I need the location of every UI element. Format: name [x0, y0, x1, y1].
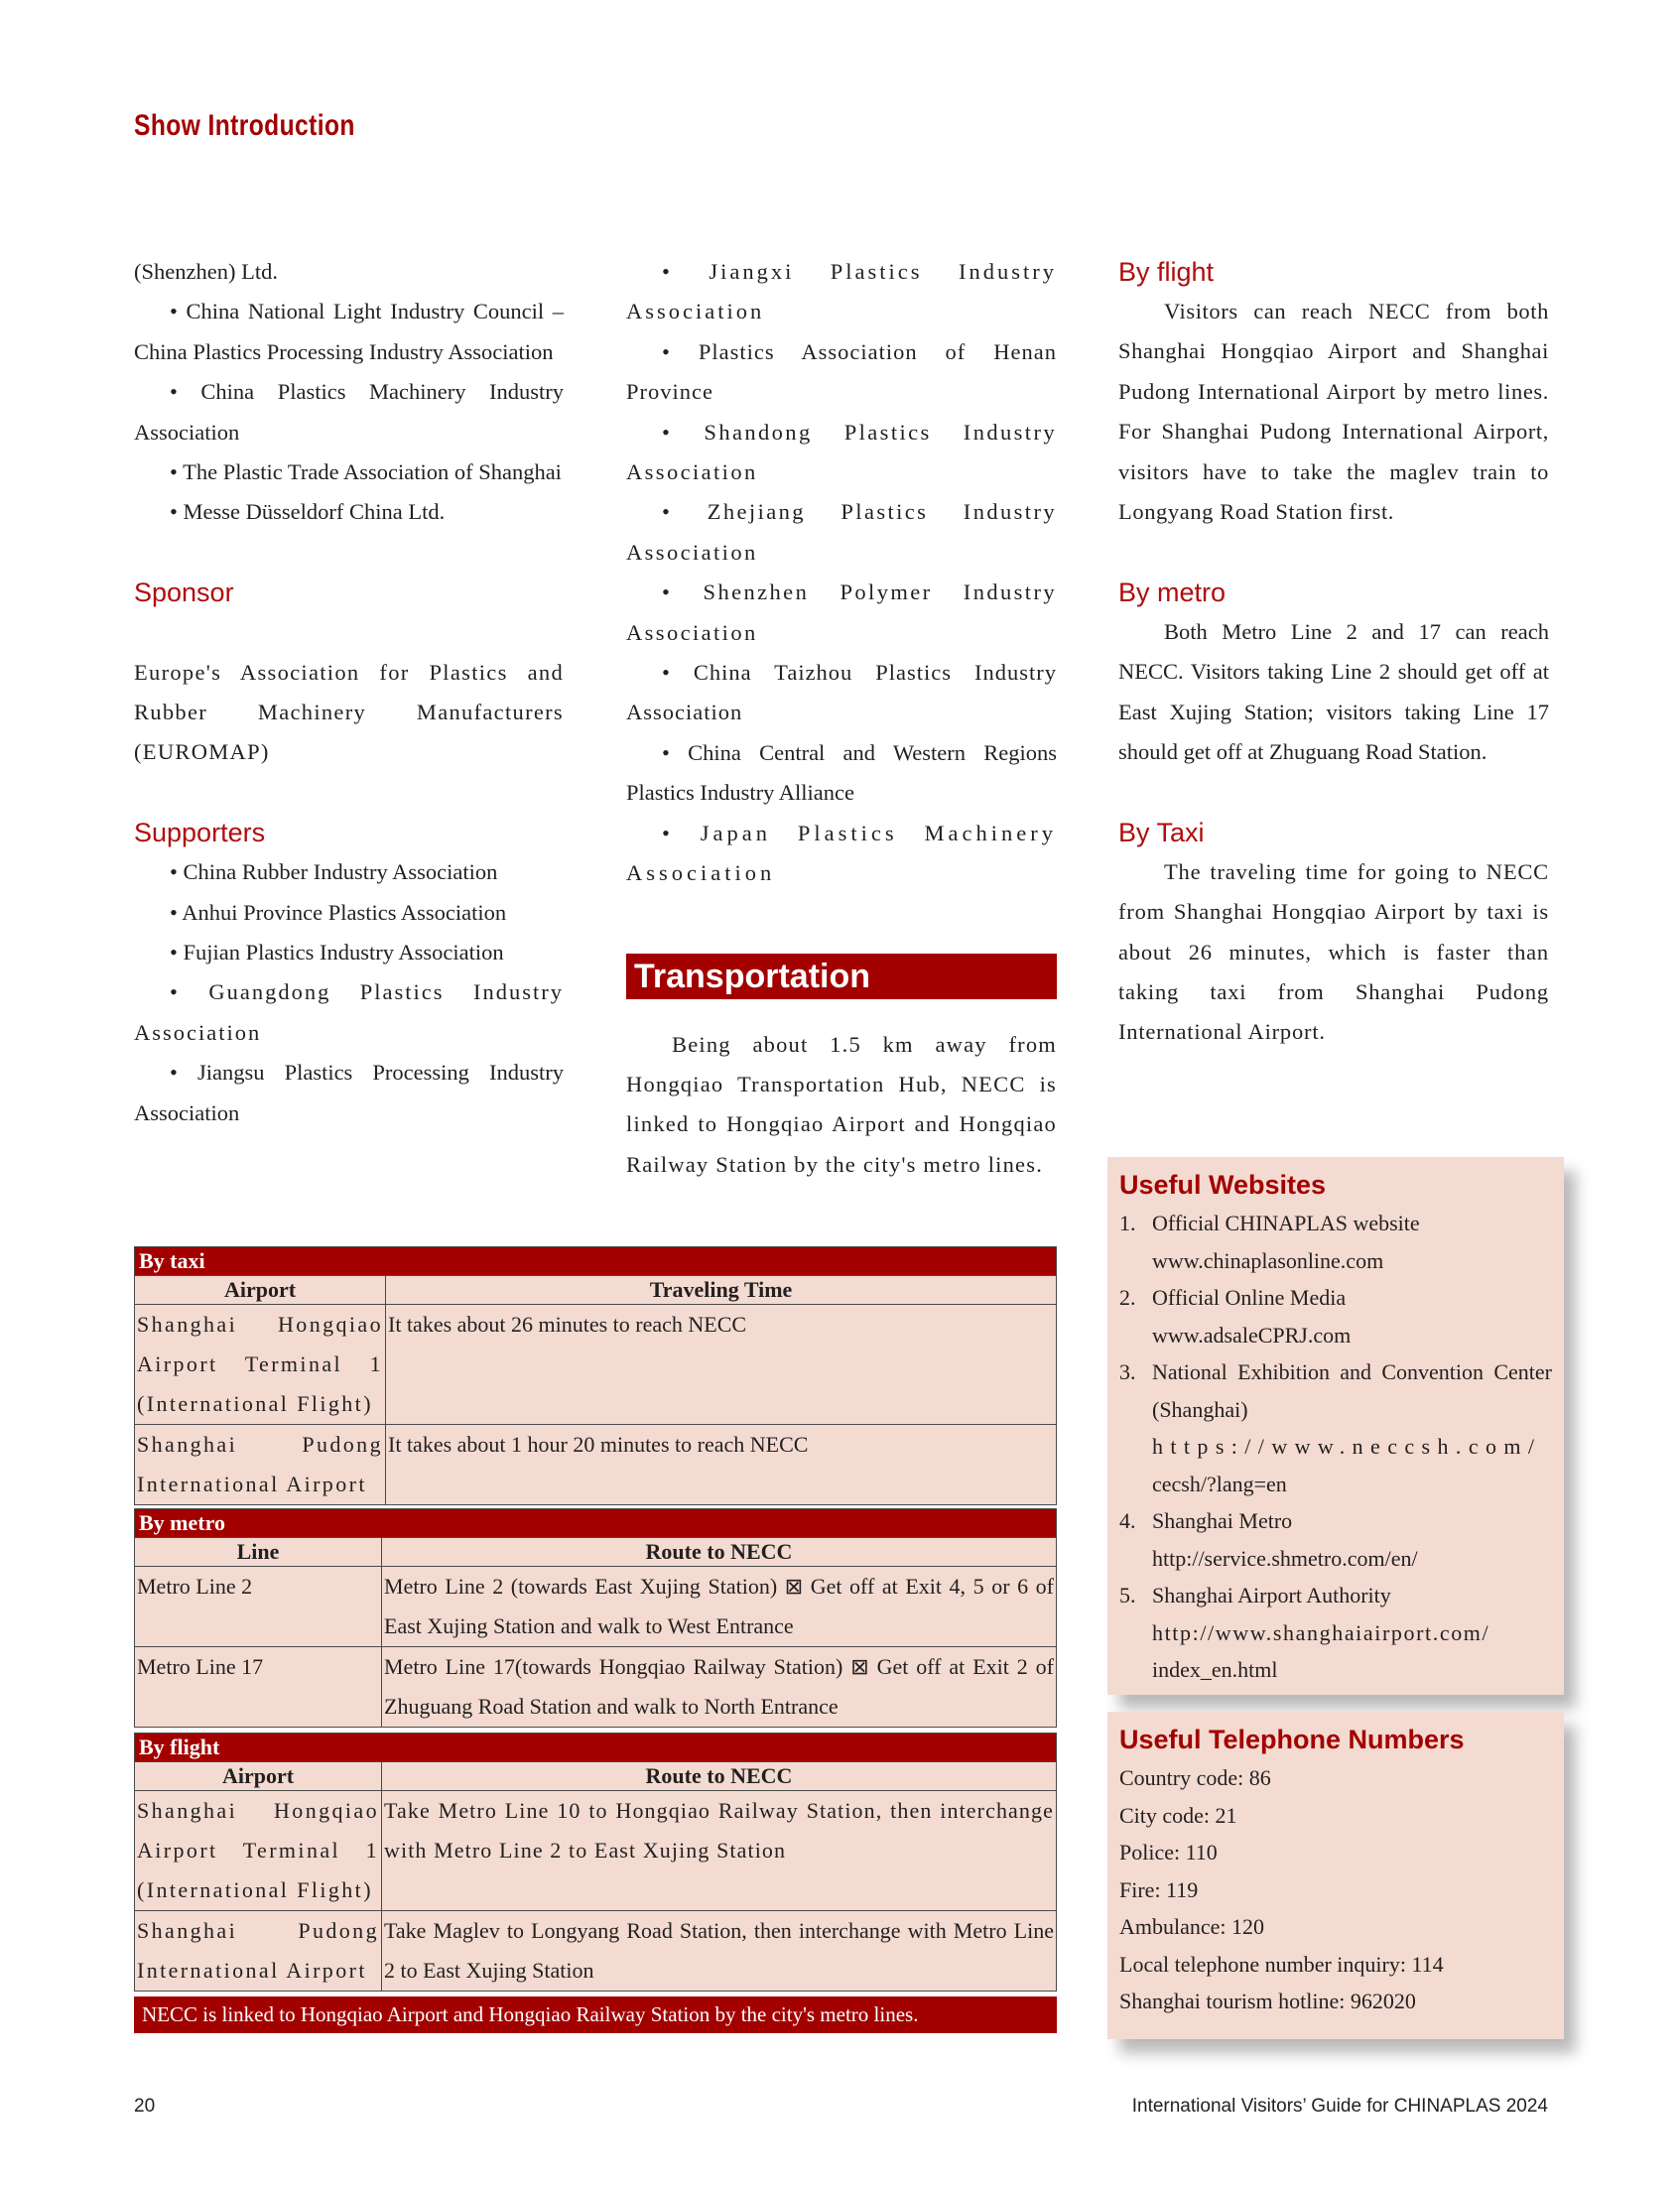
route-cell: Metro Line 17(towards Hongqiao Railway Station) ⊠ Get off at Exit 2 of Zhuguang Road Station and walk to North Entrance [382, 1647, 1057, 1728]
supporter-item: • Fujian Plastics Industry Association [170, 940, 504, 965]
route-cell: Take Maglev to Longyang Road Station, then interchange with Metro Line 2 to East Xujing Station [382, 1911, 1057, 1992]
phone-item: City code: 21 [1119, 1802, 1237, 1828]
by-flight-text: Visitors can reach NECC from both Shanghai Hongqiao Airport and Shanghai Pudong International Airport by metro lines. For Shanghai Pudong International Airport, visitors have to take the maglev train to Longyang Road Station first. [1118, 299, 1549, 525]
airport-cell: Shanghai Pudong International Airport [137, 1432, 383, 1496]
supporter-item: • Zhejiang Plastics Industry Association [626, 499, 1057, 565]
phone-item: Local telephone number inquiry: 114 [1119, 1951, 1444, 1977]
transportation-intro: Being about 1.5 km away from Hongqiao Transportation Hub, NECC is linked to Hongqiao Airport and Hongqiao Railway Station by the city's metro lines. [626, 1031, 1057, 1177]
by-flight-heading: By flight [1118, 257, 1215, 287]
flight-table [134, 1733, 1057, 1992]
phone-item: Shanghai tourism hotline: 962020 [1119, 1989, 1416, 2013]
sponsor-text: Europe's Association for Plastics and Rubber Machinery Manufacturers (EUROMAP) [134, 659, 564, 765]
supporter-item: • Plastics Association of Henan Province [626, 338, 1057, 405]
by-metro-heading: By metro [1118, 577, 1227, 607]
table-caption: By taxi [135, 1247, 1057, 1276]
line-cell: Metro Line 2 [135, 1567, 382, 1647]
by-taxi-heading: By Taxi [1118, 817, 1205, 847]
supporters-heading: Supporters [134, 818, 266, 848]
airport-cell: Shanghai Pudong International Airport [137, 1918, 379, 1983]
supporter-item: • Anhui Province Plastics Association [170, 899, 507, 925]
by-metro-text: Both Metro Line 2 and 17 can reach NECC. Visitors taking Line 2 should get off at East Xujing Station; visitors taking Line 17 should get off at Zhuguang Road Station. [1118, 618, 1549, 765]
phone-item: Fire: 119 [1119, 1876, 1199, 1902]
list-item: 3. National Exhibition and Convention Center (Shanghai) https://www.neccsh.com/ cecsh/?lang=en [1119, 1353, 1552, 1502]
list-item: 1. Official CHINAPLAS website www.chinaplasonline.com [1119, 1205, 1552, 1279]
supporter-item: • Shenzhen Polymer Industry Association [626, 579, 1057, 645]
website-link[interactable]: http://service.shmetro.com/en/ [1152, 1545, 1418, 1571]
airport-cell: Shanghai Hongqiao Airport Terminal 1 (International Flight) [137, 1312, 383, 1416]
column-header: Airport [135, 1276, 386, 1305]
phones-title: Useful Telephone Numbers [1119, 1725, 1465, 1754]
column-header: Traveling Time [386, 1276, 1057, 1305]
route-cell: Metro Line 2 (towards East Xujing Station) ⊠ Get off at Exit 4, 5 or 6 of East Xujing Station and walk to West Entrance [382, 1567, 1057, 1647]
website-link[interactable]: www.adsaleCPRJ.com [1152, 1322, 1352, 1348]
list-item: 4. Shanghai Metro http://service.shmetro.com/en/ [1119, 1502, 1552, 1577]
page-number: 20 [134, 2096, 156, 2117]
table-row [135, 1567, 1057, 1647]
organizer-item: • The Plastic Trade Association of Shanghai [170, 459, 562, 485]
list-item: 2. Official Online Media www.adsaleCPRJ.com [1119, 1279, 1552, 1353]
by-taxi-text: The traveling time for going to NECC from Shanghai Hongqiao Airport by taxi is about 26 minutes, which is faster than taking taxi from Shanghai Pudong International Airport. [1118, 858, 1549, 1045]
time-cell: It takes about 1 hour 20 minutes to reach NECC [386, 1425, 1057, 1505]
organizer-item: • Messe Düsseldorf China Ltd. [170, 499, 446, 525]
useful-phones-box [1107, 1712, 1564, 2039]
column-header: Line [135, 1538, 382, 1567]
table-caption: By flight [135, 1734, 1057, 1762]
column-header: Route to NECC [382, 1538, 1057, 1567]
website-name: Shanghai Metro [1152, 1508, 1293, 1533]
metro-note-bar: NECC is linked to Hongqiao Airport and Hongqiao Railway Station by the city's metro lines. [134, 1996, 1057, 2033]
organizer-item: • China Plastics Machinery Industry Association [134, 379, 564, 445]
supporter-item: • Jiangsu Plastics Processing Industry Association [134, 1060, 564, 1125]
website-link[interactable]: http://www.shanghaiairport.com/ [1152, 1619, 1490, 1645]
website-link[interactable]: www.chinaplasonline.com [1152, 1247, 1384, 1273]
column-header: Airport [135, 1762, 382, 1791]
table-row [135, 1305, 1057, 1425]
organizer-continued: (Shenzhen) Ltd. [134, 259, 278, 284]
supporter-item: • China Taizhou Plastics Industry Association [626, 660, 1057, 725]
time-cell: It takes about 26 minutes to reach NECC [386, 1305, 1057, 1425]
supporter-item: • Japan Plastics Machinery Association [626, 820, 1057, 886]
websites-title: Useful Websites [1119, 1170, 1327, 1200]
column-3 [1118, 252, 1549, 1053]
section-header-title: Show Introduction [134, 109, 355, 142]
route-cell: Take Metro Line 10 to Hongqiao Railway Station, then interchange with Metro Line 2 to East Xujing Station [382, 1791, 1057, 1911]
website-name: Official Online Media [1152, 1285, 1347, 1310]
website-name: National Exhibition and Convention Center (Shanghai) [1152, 1359, 1552, 1422]
website-link-continued[interactable]: index_en.html [1152, 1657, 1278, 1682]
column-1 [134, 252, 564, 1133]
supporter-item: • China Rubber Industry Association [170, 859, 498, 885]
phone-item: Police: 110 [1119, 1840, 1218, 1865]
supporter-item: • Shandong Plastics Industry Association [626, 419, 1057, 485]
table-row [135, 1911, 1057, 1992]
phone-item: Ambulance: 120 [1119, 1914, 1265, 1939]
useful-websites-box [1107, 1157, 1564, 1695]
table-row [135, 1791, 1057, 1911]
sponsor-heading: Sponsor [134, 578, 234, 608]
transportation-banner: Transportation [626, 954, 1057, 999]
phone-item: Country code: 86 [1119, 1765, 1271, 1790]
website-link[interactable]: https://www.neccsh.com/ [1152, 1434, 1542, 1459]
column-2 [626, 252, 1057, 1185]
website-name: Official CHINAPLAS website [1152, 1211, 1420, 1235]
taxi-table [134, 1246, 1057, 1505]
metro-table [134, 1508, 1057, 1728]
website-link-continued[interactable]: cecsh/?lang=en [1152, 1471, 1287, 1496]
supporter-item: • China Central and Western Regions Plastics Industry Alliance [626, 739, 1057, 806]
airport-cell: Shanghai Hongqiao Airport Terminal 1 (International Flight) [137, 1798, 379, 1902]
list-item: 5. Shanghai Airport Authority http://www.shanghaiairport.com/ index_en.html [1119, 1577, 1552, 1689]
websites-list [1119, 1205, 1552, 1689]
table-row [135, 1425, 1057, 1505]
website-name: Shanghai Airport Authority [1152, 1583, 1391, 1608]
organizer-item: • China National Light Industry Council – China Plastics Processing Industry Association [134, 299, 564, 364]
publication-title: International Visitors’ Guide for CHINAPLAS 2024 [1131, 2096, 1548, 2117]
table-row [135, 1647, 1057, 1728]
table-caption: By metro [135, 1509, 1057, 1538]
supporter-item: • Jiangxi Plastics Industry Association [626, 259, 1057, 324]
line-cell: Metro Line 17 [135, 1647, 382, 1728]
supporter-item: • Guangdong Plastics Industry Association [134, 979, 564, 1045]
column-header: Route to NECC [382, 1762, 1057, 1791]
